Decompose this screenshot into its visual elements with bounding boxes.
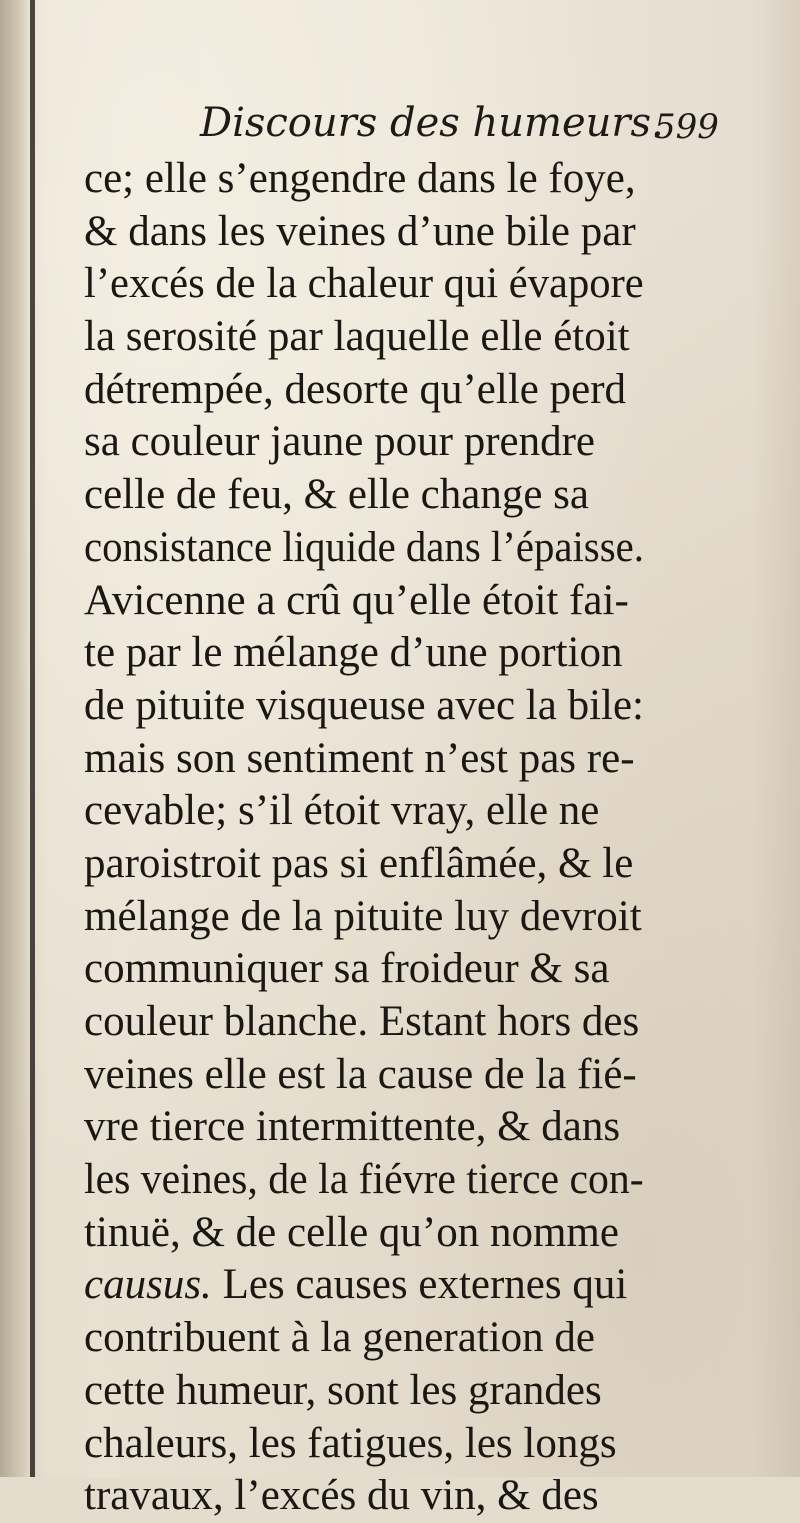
text-line: travaux, l’excés du vin, & des bbox=[84, 1472, 599, 1520]
text-line: détrempée, desorte qu’elle perd bbox=[84, 365, 627, 413]
text-line: la serosité par laquelle elle étoit bbox=[84, 313, 630, 361]
text-body bbox=[84, 153, 644, 1523]
text-line: mélange de la pituite luy devroit bbox=[84, 892, 642, 940]
page-gutter bbox=[0, 0, 30, 1477]
text-line-rest: Les causes externes qui bbox=[211, 1261, 628, 1309]
text-line: cette humeur, sont les grandes bbox=[84, 1366, 602, 1414]
text-line: sa couleur jaune pour prendre bbox=[84, 418, 596, 466]
text-line: mais son sentiment n’est pas re- bbox=[84, 734, 635, 782]
page-number: 599 bbox=[654, 107, 719, 147]
binding-edge bbox=[30, 0, 35, 1477]
text-line: cevable; s’il étoit vray, elle ne bbox=[84, 787, 600, 835]
text-line: paroistroit pas si enflâmée, & le bbox=[84, 839, 634, 887]
text-line: veines elle est la cause de la fié- bbox=[84, 1050, 637, 1098]
text-line: l’excés de la chaleur qui évapore bbox=[84, 260, 644, 308]
text-line: & dans les veines d’une bile par bbox=[84, 207, 636, 255]
text-line: vre tierce intermittente, & dans bbox=[84, 1103, 621, 1151]
text-line: Avicenne a crû qu’elle étoit fai- bbox=[84, 576, 629, 624]
text-line: de pituite visqueuse avec la bile: bbox=[84, 681, 645, 729]
text-line: les veines, de la fiévre tierce con- bbox=[84, 1156, 644, 1204]
text-line: contribuent à la generation de bbox=[84, 1314, 596, 1362]
text-line: couleur blanche. Estant hors des bbox=[84, 998, 640, 1045]
text-line: chaleurs, les fatigues, les longs bbox=[84, 1419, 617, 1467]
text-line: tinuë, & de celle qu’on nomme bbox=[84, 1208, 619, 1256]
text-line: consistance liquide dans l’épaisse. bbox=[84, 523, 644, 571]
text-line bbox=[84, 1259, 644, 1312]
running-head-title: Discours des humeurs. bbox=[200, 100, 664, 146]
text-line: ce; elle s’engendre dans le foye, bbox=[84, 155, 636, 202]
text-line: te par le mélange d’une portion bbox=[84, 629, 623, 677]
text-line: communiquer sa froideur & sa bbox=[84, 945, 610, 993]
italic-term: causus. bbox=[84, 1261, 212, 1309]
text-line: celle de feu, & elle change sa bbox=[84, 471, 589, 519]
